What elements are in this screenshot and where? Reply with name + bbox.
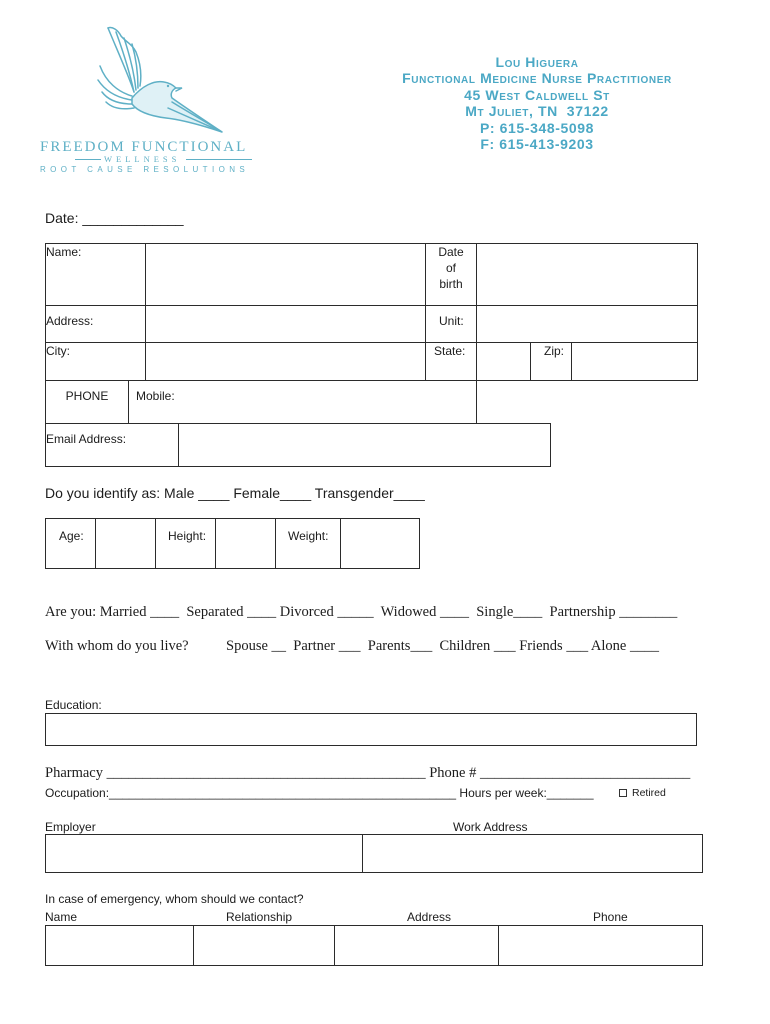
work-address-label: Work Address	[453, 820, 528, 834]
employer-label: Employer	[45, 820, 96, 834]
emergency-col-name: Name	[45, 910, 78, 924]
measurements-row	[46, 519, 420, 569]
employment-table	[45, 834, 703, 873]
education-field[interactable]	[45, 713, 697, 746]
work-address-field[interactable]	[363, 835, 703, 873]
emergency-col-phone: Phone	[593, 910, 628, 924]
phone-row	[46, 380, 477, 423]
practitioner-name: Lou Higuera	[495, 54, 579, 70]
emergency-address-field[interactable]	[335, 926, 499, 966]
dob-label: Date of birth	[438, 245, 464, 291]
weight-label: Weight:	[276, 519, 341, 569]
age-field[interactable]	[96, 519, 156, 569]
height-label: Height:	[156, 519, 216, 569]
logo-divider-left	[75, 159, 101, 160]
practitioner-title: Functional Medicine Nurse Practitioner	[402, 70, 672, 87]
practitioner-city: Mt Juliet, TN 37122	[465, 103, 609, 120]
occupation-line: Occupation:____________________________________________________ Hours per week:_______	[45, 786, 594, 800]
practitioner-phone: P: 615-348-5098	[479, 119, 595, 136]
practitioner-fax: F: 615-413-9203	[480, 136, 594, 153]
logo-brand-name: FREEDOM FUNCTIONAL	[40, 139, 248, 155]
zip-field[interactable]	[572, 343, 698, 381]
unit-field[interactable]	[477, 306, 698, 343]
name-field[interactable]	[146, 244, 426, 306]
gender-line: Do you identify as: Male ____ Female____ Transgender____	[45, 485, 425, 501]
checkbox-icon[interactable]	[619, 789, 627, 797]
employment-row	[46, 835, 703, 873]
practitioner-header	[372, 54, 702, 152]
phone-table	[45, 380, 477, 424]
emergency-table	[45, 925, 703, 966]
living-options: Spouse __ Partner ___ Parents___ Children ___ Friends ___ Alone ____	[226, 638, 659, 654]
weight-field[interactable]	[341, 519, 420, 569]
living-question: With whom do you live?	[45, 638, 189, 654]
contact-row-address	[46, 306, 698, 343]
state-field[interactable]	[477, 343, 531, 381]
emergency-phone-field[interactable]	[499, 926, 703, 966]
age-label: Age:	[46, 519, 96, 569]
pharmacy-line: Pharmacy ____________________________________________ Phone # _____________________________	[45, 765, 691, 781]
phone-label: PHONE	[46, 380, 129, 423]
date-line: Date: _____________	[45, 210, 184, 226]
mobile-field[interactable]	[129, 380, 477, 423]
emergency-col-address: Address	[407, 910, 452, 924]
contact-table	[45, 243, 698, 381]
retired-label: Retired	[632, 787, 666, 799]
emergency-relationship-field[interactable]	[194, 926, 335, 966]
unit-label: Unit:	[426, 306, 477, 343]
measurements-table	[45, 518, 420, 569]
dob-field[interactable]	[477, 244, 698, 306]
city-field[interactable]	[146, 343, 426, 381]
emergency-name-field[interactable]	[46, 926, 194, 966]
practitioner-street: 45 West Caldwell St	[464, 86, 610, 103]
city-label: City:	[46, 343, 146, 381]
contact-row-name	[46, 244, 698, 306]
emergency-row	[46, 926, 703, 966]
email-table	[45, 423, 551, 467]
employer-field[interactable]	[46, 835, 363, 873]
mobile-label: Mobile:	[136, 389, 175, 403]
name-label: Name:	[46, 244, 146, 306]
address-field[interactable]	[146, 306, 426, 343]
emergency-col-relationship: Relationship	[226, 910, 293, 924]
email-row	[46, 424, 551, 467]
logo-tagline: ROOT CAUSE RESOLUTIONS	[40, 165, 250, 174]
height-field[interactable]	[216, 519, 276, 569]
state-label: State:	[426, 343, 477, 381]
marital-status-line: Are you: Married ____ Separated ____ Divorced _____ Widowed ____ Single____ Partnership ________	[45, 604, 678, 620]
logo-subbrand: WELLNESS	[104, 154, 181, 164]
education-label: Education:	[45, 698, 102, 712]
emergency-question: In case of emergency, whom should we contact?	[45, 892, 304, 906]
contact-row-city	[46, 343, 698, 381]
email-field[interactable]	[179, 424, 551, 467]
address-label: Address:	[46, 306, 146, 343]
dob-label-cell	[426, 244, 477, 306]
logo-divider-right	[186, 159, 252, 160]
dove-logo	[88, 22, 230, 138]
email-label: Email Address:	[46, 424, 179, 467]
zip-label: Zip:	[531, 343, 572, 381]
